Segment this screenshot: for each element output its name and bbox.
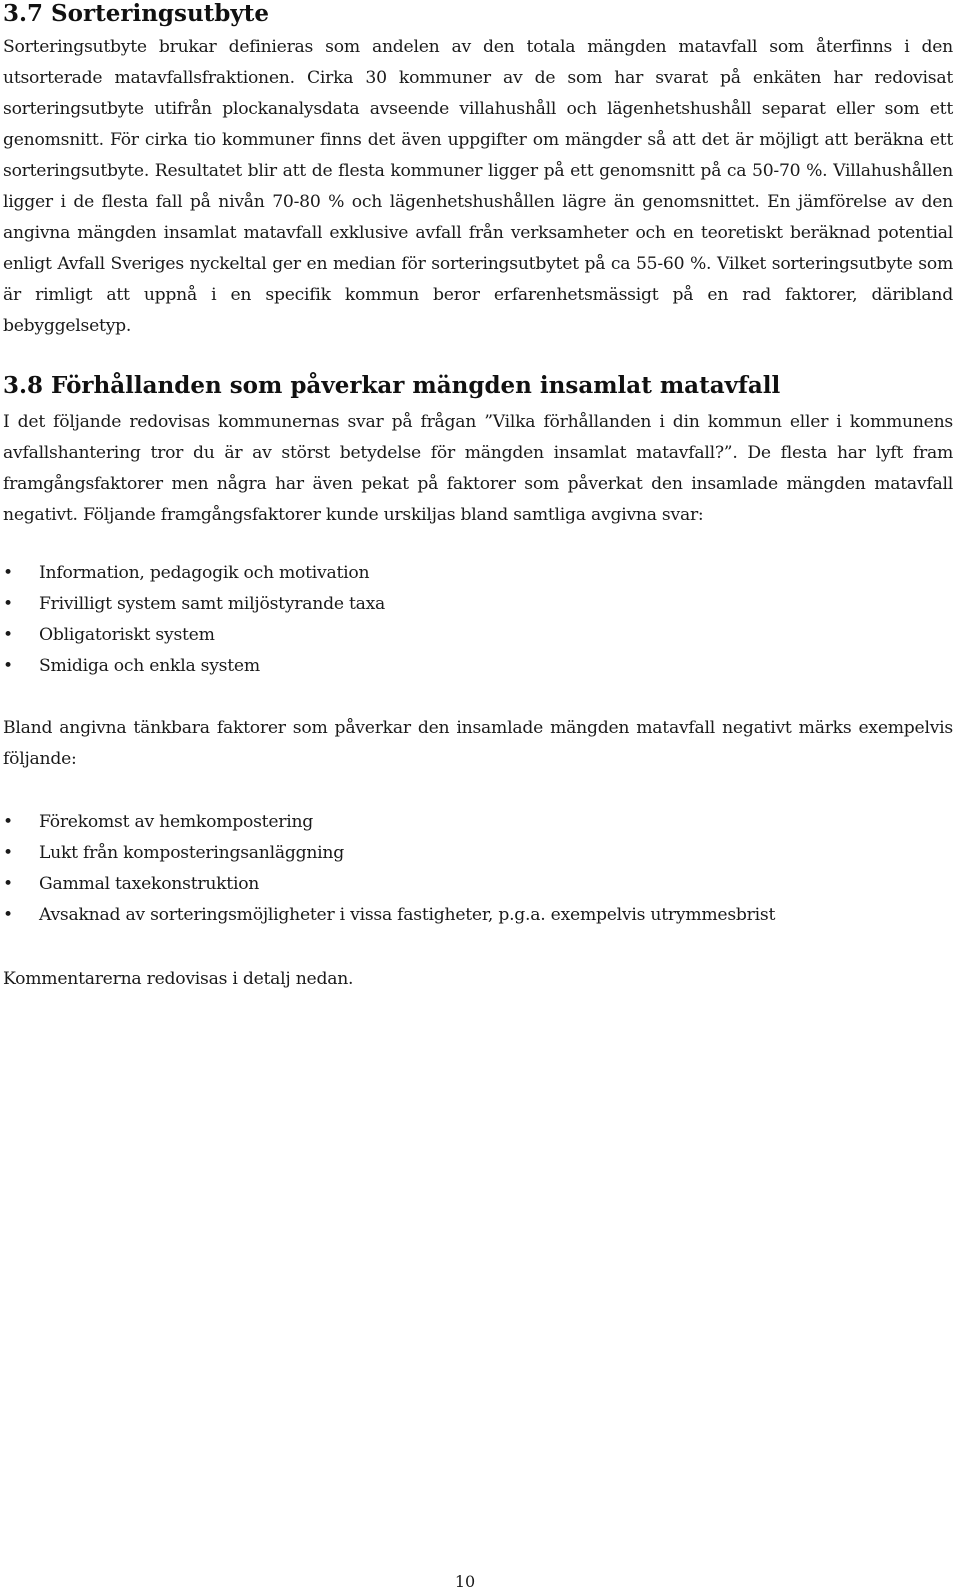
list-item <box>3 651 385 682</box>
list-item-text: Smidiga och enkla system <box>39 656 260 676</box>
success-factors-list <box>3 558 385 682</box>
list-item-text: Avsaknad av sorteringsmöjligheter i vissa fastigheter, p.g.a. exempelvis utrymmesbrist <box>39 905 776 925</box>
list-item <box>3 838 775 869</box>
list-item <box>3 900 775 931</box>
section-heading-3-8: 3.8 Förhållanden som påverkar mängden insamlat matavfall <box>3 372 781 399</box>
bullet-icon: • <box>3 812 13 832</box>
list-item <box>3 558 385 589</box>
intro-paragraph: I det följande redovisas kommunernas svar på frågan ”Vilka förhållanden i din kommun eller i kommunens avfallshantering tror du är av störst betydelse för mängden insamlat matavfall?”. De flesta har lyft fram framgångsfaktorer men några har även pekat på faktorer som påverkat den insamlade mängden matavfall negativt. Följande framgångsfaktorer kunde urskiljas bland samtliga avgivna svar: <box>3 412 953 525</box>
negative-factors-intro: Bland angivna tänkbara faktorer som påverkar den insamlade mängden matavfall negativt märks exempelvis följande: <box>3 718 953 769</box>
sorteringsutbyte-paragraph: Sorteringsutbyte brukar definieras som andelen av den totala mängden matavfall som återfinns i den utsorterade matavfallsfraktionen. Cirka 30 kommuner av de som har svarat på enkäten har redovisat sorteringsutbyte utifrån plockanalysdata avseende villahushåll och lägenhetshushåll separat eller som ett genomsnitt. För cirka tio kommuner finns det även uppgifter om mängder så att det är möjligt att beräkna ett sorteringsutbyte. Resultatet blir att de flesta kommuner ligger på ett genomsnitt på ca 50-70 %. Villahushållen ligger i de flesta fall på nivån 70-80 % och lägenhetshushållen lägre än genomsnittet. En jämförelse av den angivna mängden insamlat matavfall exklusive avfall från verksamheter och en teoretiskt beräknad potential enligt Avfall Sveriges nyckeltal ger en median för sorteringsutbytet på ca 55-60 %. Vilket sorteringsutbyte som är rimligt att uppnå i en specifik kommun beror erfarenhetsmässigt på en rad faktorer, däribland bebyggelsetyp. <box>3 37 953 336</box>
bullet-icon: • <box>3 625 13 645</box>
bullet-icon: • <box>3 874 13 894</box>
list-item-text: Frivilligt system samt miljöstyrande taxa <box>39 594 386 614</box>
closing-paragraph: Kommentarerna redovisas i detalj nedan. <box>3 969 354 989</box>
section-heading-3-7: 3.7 Sorteringsutbyte <box>3 0 270 27</box>
list-item-text: Förekomst av hemkompostering <box>39 812 314 832</box>
bullet-icon: • <box>3 563 13 583</box>
list-item-text: Information, pedagogik och motivation <box>39 563 370 583</box>
page-number: 10 <box>454 1572 476 1591</box>
bullet-icon: • <box>3 594 13 614</box>
list-item <box>3 869 775 900</box>
bullet-icon: • <box>3 843 13 863</box>
bullet-icon: • <box>3 905 13 925</box>
negative-factors-list <box>3 807 775 931</box>
list-item-text: Gammal taxekonstruktion <box>39 874 260 894</box>
list-item <box>3 620 385 651</box>
list-item-text: Lukt från komposteringsanläggning <box>39 843 344 863</box>
bullet-icon: • <box>3 656 13 676</box>
list-item <box>3 589 385 620</box>
list-item-text: Obligatoriskt system <box>39 625 215 645</box>
list-item <box>3 807 775 838</box>
